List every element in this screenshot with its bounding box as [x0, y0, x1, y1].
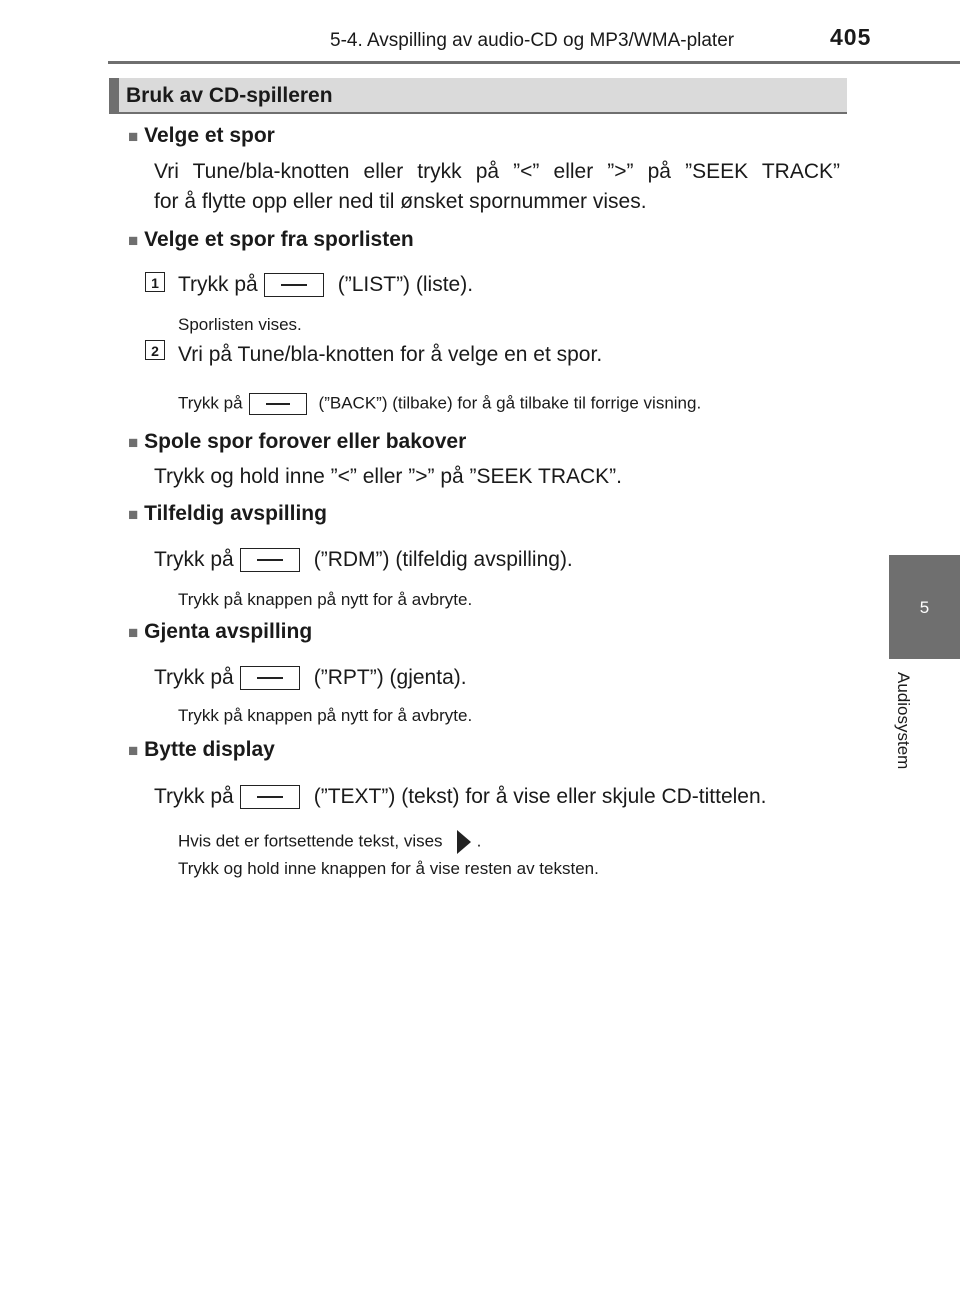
square-bullet-icon: ■	[128, 127, 139, 146]
repeat-note: Trykk på knappen på nytt for å avbryte.	[178, 706, 473, 725]
step-1-text: Trykk på (”LIST”) (liste).	[178, 273, 474, 296]
heading-fast-forward: ■ Spole spor forover eller bakover	[128, 430, 467, 453]
heading-random: ■ Tilfeldig avspilling	[128, 502, 327, 525]
step-2-note: Trykk på (”BACK”) (tilbake) for å gå tilbake til forrige visning.	[178, 393, 701, 415]
rpt-button-icon	[240, 666, 300, 690]
section-title-accent	[109, 78, 119, 112]
back-button-icon	[249, 393, 307, 415]
step-2-badge: 2	[145, 340, 165, 360]
header-section-title: 5-4. Avspilling av audio-CD og MP3/WMA-plater	[330, 30, 735, 51]
select-track-line-1: Vri Tune/bla-knotten eller trykk på ”<” eller ”>” på ”SEEK TRACK”	[154, 160, 840, 183]
text-button-icon	[240, 785, 300, 809]
display-note-1: Hvis det er fortsettende tekst, vises .	[178, 830, 481, 854]
display-note-2: Trykk og hold inne knappen for å vise resten av teksten.	[178, 859, 599, 878]
square-bullet-icon: ■	[128, 505, 139, 524]
step-1-note: Sporlisten vises.	[178, 315, 302, 334]
list-button-icon	[264, 273, 324, 297]
square-bullet-icon: ■	[128, 433, 139, 452]
section-title-underline	[109, 112, 847, 114]
select-track-line-2: for å flytte opp eller ned til ønsket spornummer vises.	[154, 190, 647, 213]
repeat-text: Trykk på (”RPT”) (gjenta).	[154, 666, 467, 689]
section-title: Bruk av CD-spilleren	[126, 84, 333, 107]
square-bullet-icon: ■	[128, 741, 139, 760]
fast-forward-text: Trykk og hold inne ”<” eller ”>” på ”SEEK TRACK”.	[154, 465, 622, 488]
heading-repeat: ■ Gjenta avspilling	[128, 620, 313, 643]
heading-select-track: ■ Velge et spor	[128, 124, 275, 147]
square-bullet-icon: ■	[128, 623, 139, 642]
square-bullet-icon: ■	[128, 231, 139, 250]
random-note: Trykk på knappen på nytt for å avbryte.	[178, 590, 473, 609]
step-1-badge: 1	[145, 272, 165, 292]
chapter-number: 5	[919, 598, 930, 617]
chapter-label: Audiosystem	[894, 672, 913, 770]
heading-display: ■ Bytte display	[128, 738, 275, 761]
heading-track-list: ■ Velge et spor fra sporlisten	[128, 228, 414, 251]
continue-arrow-icon	[457, 830, 471, 854]
random-text: Trykk på (”RDM”) (tilfeldig avspilling).	[154, 548, 573, 571]
display-text: Trykk på (”TEXT”) (tekst) for å vise eller skjule CD-tittelen.	[154, 785, 767, 808]
page-number: 405	[830, 24, 872, 50]
header-divider	[108, 61, 960, 64]
step-2-text: Vri på Tune/bla-knotten for å velge en et spor.	[178, 343, 603, 366]
rdm-button-icon	[240, 548, 300, 572]
